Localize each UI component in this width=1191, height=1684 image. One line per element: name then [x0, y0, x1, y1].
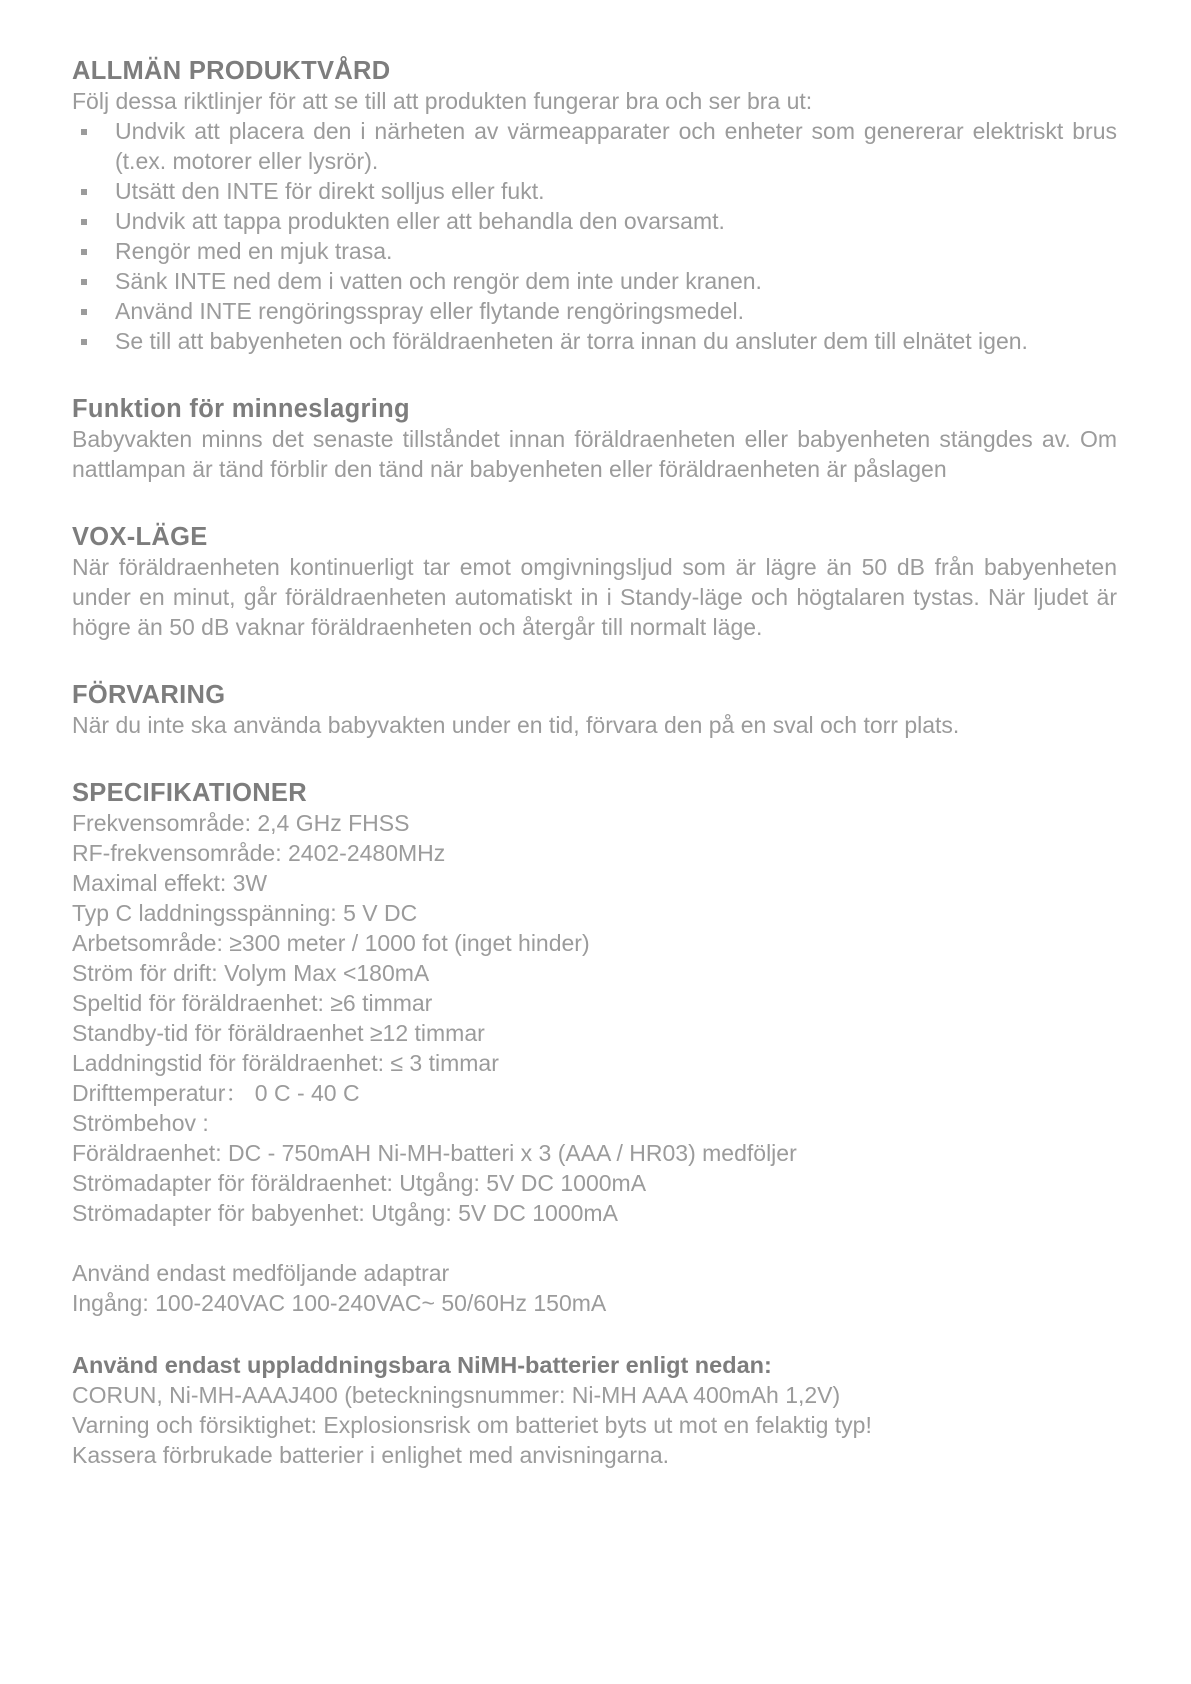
square-bullet-icon — [81, 309, 87, 315]
spec-baby-unit-adapter: Strömadapter för babyenhet: Utgång: 5V DC 1000mA — [72, 1200, 618, 1226]
square-bullet-icon — [81, 339, 87, 345]
section-specifications — [72, 778, 1117, 1470]
spec-standby-time: Standby-tid för föräldraenhet ≥12 timmar — [72, 1020, 485, 1046]
product-care-bullet-list — [72, 116, 1117, 356]
spec-parent-unit-adapter: Strömadapter för föräldraenhet: Utgång: 5V DC 1000mA — [72, 1170, 647, 1196]
square-bullet-icon — [81, 219, 87, 225]
storage-heading: FÖRVARING — [72, 681, 226, 709]
spec-charging-time: Laddningstid för föräldraenhet: ≤ 3 timmar — [72, 1050, 499, 1076]
spec-frequency-range: Frekvensområde: 2,4 GHz FHSS — [72, 810, 410, 836]
product-care-intro: Följ dessa riktlinjer för att se till att produkten fungerar bra och ser bra ut: — [72, 88, 813, 114]
bullet-text: Undvik att placera den i närheten av värmeapparater och enheter som genererar elektriskt brus (t.ex. motorer eller lysrör). — [115, 118, 1117, 174]
square-bullet-icon — [81, 189, 87, 195]
section-memory-function — [72, 394, 1117, 484]
bullet-item — [72, 206, 1117, 236]
vox-mode-body: När föräldraenheten kontinuerligt tar emot omgivningsljud som är lägre än 50 dB från babyenheten under en minut, går föräldraenheten automatiskt in i Standy-läge och högtalaren tystas. När ljudet är högre än 50 dB vaknar föräldraenheten och återgår till normalt läge. — [72, 554, 1117, 640]
bullet-item — [72, 266, 1117, 296]
battery-note-heading: Använd endast uppladdningsbara NiMH-batterier enligt nedan: — [72, 1352, 772, 1378]
battery-disposal: Kassera förbrukade batterier i enlighet med anvisningarna. — [72, 1442, 670, 1468]
spec-play-time: Speltid för föräldraenhet: ≥6 timmar — [72, 990, 433, 1016]
adapter-input-rating: Ingång: 100-240VAC 100-240VAC~ 50/60Hz 150mA — [72, 1290, 607, 1316]
spec-operating-current: Ström för drift: Volym Max <180mA — [72, 960, 430, 986]
memory-function-heading: Funktion för minneslagring — [72, 395, 410, 423]
square-bullet-icon — [81, 249, 87, 255]
product-care-heading: ALLMÄN PRODUKTVÅRD — [72, 57, 391, 85]
bullet-text: Rengör med en mjuk trasa. — [115, 238, 393, 264]
memory-function-body: Babyvakten minns det senaste tillståndet innan föräldraenheten eller babyenheten stängdes av. Om nattlampan är tänd förblir den tänd när babyenheten eller föräldraenheten är påslagen — [72, 426, 1117, 482]
battery-note-block — [72, 1350, 1117, 1470]
spec-rf-frequency-range: RF-frekvensområde: 2402-2480MHz — [72, 840, 446, 866]
storage-body: När du inte ska använda babyvakten under en tid, förvara den på en sval och torr plats. — [72, 712, 960, 738]
bullet-item — [72, 116, 1117, 176]
bullet-item — [72, 326, 1117, 356]
bullet-text: Se till att babyenheten och föräldraenheten är torra innan du ansluter dem till elnätet igen. — [115, 328, 1028, 354]
spec-operating-temperature: Drifttemperatur： 0 C - 40 C — [72, 1080, 360, 1106]
bullet-text: Undvik att tappa produkten eller att behandla den ovarsamt. — [115, 208, 725, 234]
spec-power-requirement: Strömbehov : — [72, 1110, 209, 1136]
bullet-item — [72, 236, 1117, 266]
bullet-text: Sänk INTE ned dem i vatten och rengör dem inte under kranen. — [115, 268, 762, 294]
adapter-note: Använd endast medföljande adaptrar — [72, 1260, 450, 1286]
section-vox-mode — [72, 522, 1117, 642]
adapter-note-block — [72, 1258, 1117, 1318]
spec-parent-unit-battery: Föräldraenhet: DC - 750mAH Ni-MH-batteri x 3 (AAA / HR03) medföljer — [72, 1140, 797, 1166]
square-bullet-icon — [81, 129, 87, 135]
vox-mode-heading: VOX-LÄGE — [72, 523, 208, 551]
battery-model: CORUN, Ni-MH-AAAJ400 (beteckningsnummer: Ni-MH AAA 400mAh 1,2V) — [72, 1382, 841, 1408]
square-bullet-icon — [81, 279, 87, 285]
bullet-item — [72, 296, 1117, 326]
section-product-care — [72, 56, 1117, 356]
spec-charging-voltage: Typ C laddningsspänning: 5 V DC — [72, 900, 418, 926]
spec-max-power: Maximal effekt: 3W — [72, 870, 268, 896]
spec-operating-range: Arbetsområde: ≥300 meter / 1000 fot (inget hinder) — [72, 930, 590, 956]
bullet-item — [72, 176, 1117, 206]
battery-warning: Varning och försiktighet: Explosionsrisk om batteriet byts ut mot en felaktig typ! — [72, 1412, 872, 1438]
section-storage — [72, 680, 1117, 740]
specifications-heading: SPECIFIKATIONER — [72, 779, 307, 807]
bullet-text: Använd INTE rengöringsspray eller flytande rengöringsmedel. — [115, 298, 744, 324]
bullet-text: Utsätt den INTE för direkt solljus eller fukt. — [115, 178, 545, 204]
